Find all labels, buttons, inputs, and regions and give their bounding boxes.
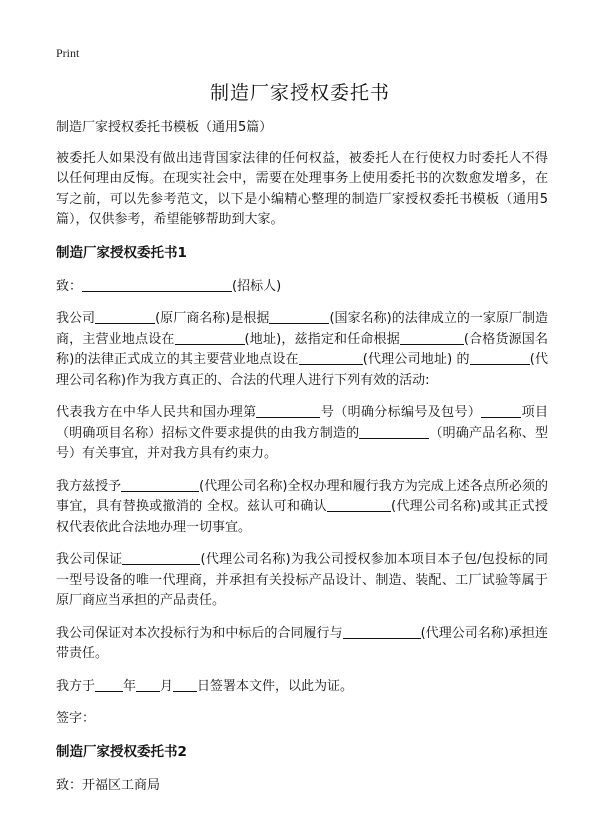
blank-agent-name bbox=[470, 350, 530, 365]
text-segment: (合格货源国名称)的法律正式成立的其主要营业地点设在 bbox=[56, 331, 548, 367]
text-segment: (代理公司名称)作为我方真正的、合法的代理人进行下列有效的活动: bbox=[56, 352, 548, 388]
document-title: 制造厂家授权委托书 bbox=[209, 82, 390, 104]
section1-paragraph-5 bbox=[56, 624, 548, 665]
text-segment: (代理公司名称)全权办理和履行我方为完成上述各点所必须的事宜，具有替换或撤消的 全权。兹认可和确认 bbox=[56, 478, 548, 514]
section1-to-line bbox=[56, 277, 548, 298]
text-segment: (原厂商名称)是根据 bbox=[155, 311, 270, 326]
blank-project bbox=[481, 403, 521, 418]
text-segment: 代表我方在中华人民共和国办理第 bbox=[56, 405, 257, 420]
text-segment: (代理公司名称)或其正式授权代表依此合法地办理一切事宜。 bbox=[56, 499, 548, 535]
section1-paragraph-3 bbox=[56, 477, 548, 539]
text-segment: 我公司 bbox=[56, 311, 96, 326]
blank-source-country bbox=[400, 330, 464, 345]
section1-paragraph-1 bbox=[56, 309, 548, 391]
blank-month bbox=[136, 677, 160, 692]
text-segment: 我方于 bbox=[56, 678, 96, 694]
text-segment: 日签署本文件，以此为证。 bbox=[197, 678, 354, 694]
blank-country bbox=[269, 309, 329, 324]
blank-agent-address bbox=[299, 350, 363, 365]
to-prefix: 致： bbox=[56, 278, 83, 294]
blank-agent-name bbox=[121, 477, 199, 492]
to-suffix: (招标人) bbox=[232, 278, 282, 294]
blank-tenderer bbox=[82, 277, 232, 292]
text-segment: 年 bbox=[123, 678, 137, 694]
section2-heading: 制造厂家授权委托书2 bbox=[56, 743, 187, 760]
text-segment: (代理公司地址) 的 bbox=[362, 352, 470, 367]
text-segment: (代理公司名称)承担连带责任。 bbox=[56, 625, 548, 661]
signature-line: 签字： bbox=[56, 711, 96, 726]
section1-paragraph-4 bbox=[56, 550, 548, 612]
blank-address bbox=[175, 330, 245, 345]
blank-day bbox=[173, 677, 197, 692]
text-segment: 项目（明确项目名称）招标文件要求提供的由我方制造的 bbox=[56, 405, 548, 441]
text-segment: 我公司保证对本次投标行为和中标后的合同履行与 bbox=[56, 625, 343, 641]
section1-heading: 制造厂家授权委托书1 bbox=[56, 244, 187, 261]
text-segment: 月 bbox=[160, 678, 174, 694]
blank-lot-number bbox=[256, 403, 320, 418]
intro-paragraph: 被委托人如果没有做出违背国家法律的任何权益，被委托人在行使权力时委托人不得以任何理由反悔。在现实社会中，需要在处理事务上使用委托书的次数愈发增多，在写之前，可以先参考范文，以下是小编精心整理的制造厂家授权委托书模板（通用5篇），仅供参考，希望能够帮助到大家。 bbox=[56, 150, 548, 227]
document-body bbox=[56, 118, 548, 808]
blank-agent-name bbox=[343, 624, 421, 639]
section1-date-line bbox=[56, 677, 548, 698]
text-segment: 我公司保证 bbox=[56, 552, 123, 567]
blank-product bbox=[359, 424, 429, 439]
blank-agent-name bbox=[122, 550, 200, 565]
text-segment: 号（明确分标编号及包号） bbox=[320, 405, 482, 420]
blank-agent-name bbox=[327, 497, 391, 512]
text-segment: (代理公司名称)为我公司授权参加本项目本子包/包投标的同一型号设备的唯一代理商，并承担有关投标产品设计、制造、装配、工厂试验等属于原厂商应当承担的产品责任。 bbox=[56, 552, 548, 608]
text-segment: (国家名称)的法律成立的一家原厂制造商，主营业地点设在 bbox=[56, 311, 548, 347]
section1-paragraph-2 bbox=[56, 403, 548, 465]
subtitle: 制造厂家授权委托书模板（通用5篇） bbox=[56, 120, 273, 135]
blank-year bbox=[95, 677, 123, 692]
blank-manufacturer bbox=[95, 309, 155, 324]
print-label[interactable]: Print bbox=[56, 46, 80, 60]
text-segment: （明确产品名称、型号）有关事宜，并对我方具有约束力。 bbox=[56, 425, 548, 461]
section2-to-line: 致：开福区工商局 bbox=[56, 777, 161, 793]
text-segment: 我方兹授予 bbox=[56, 478, 122, 494]
text-segment: (地址)，兹指定和任命根据 bbox=[244, 331, 400, 347]
